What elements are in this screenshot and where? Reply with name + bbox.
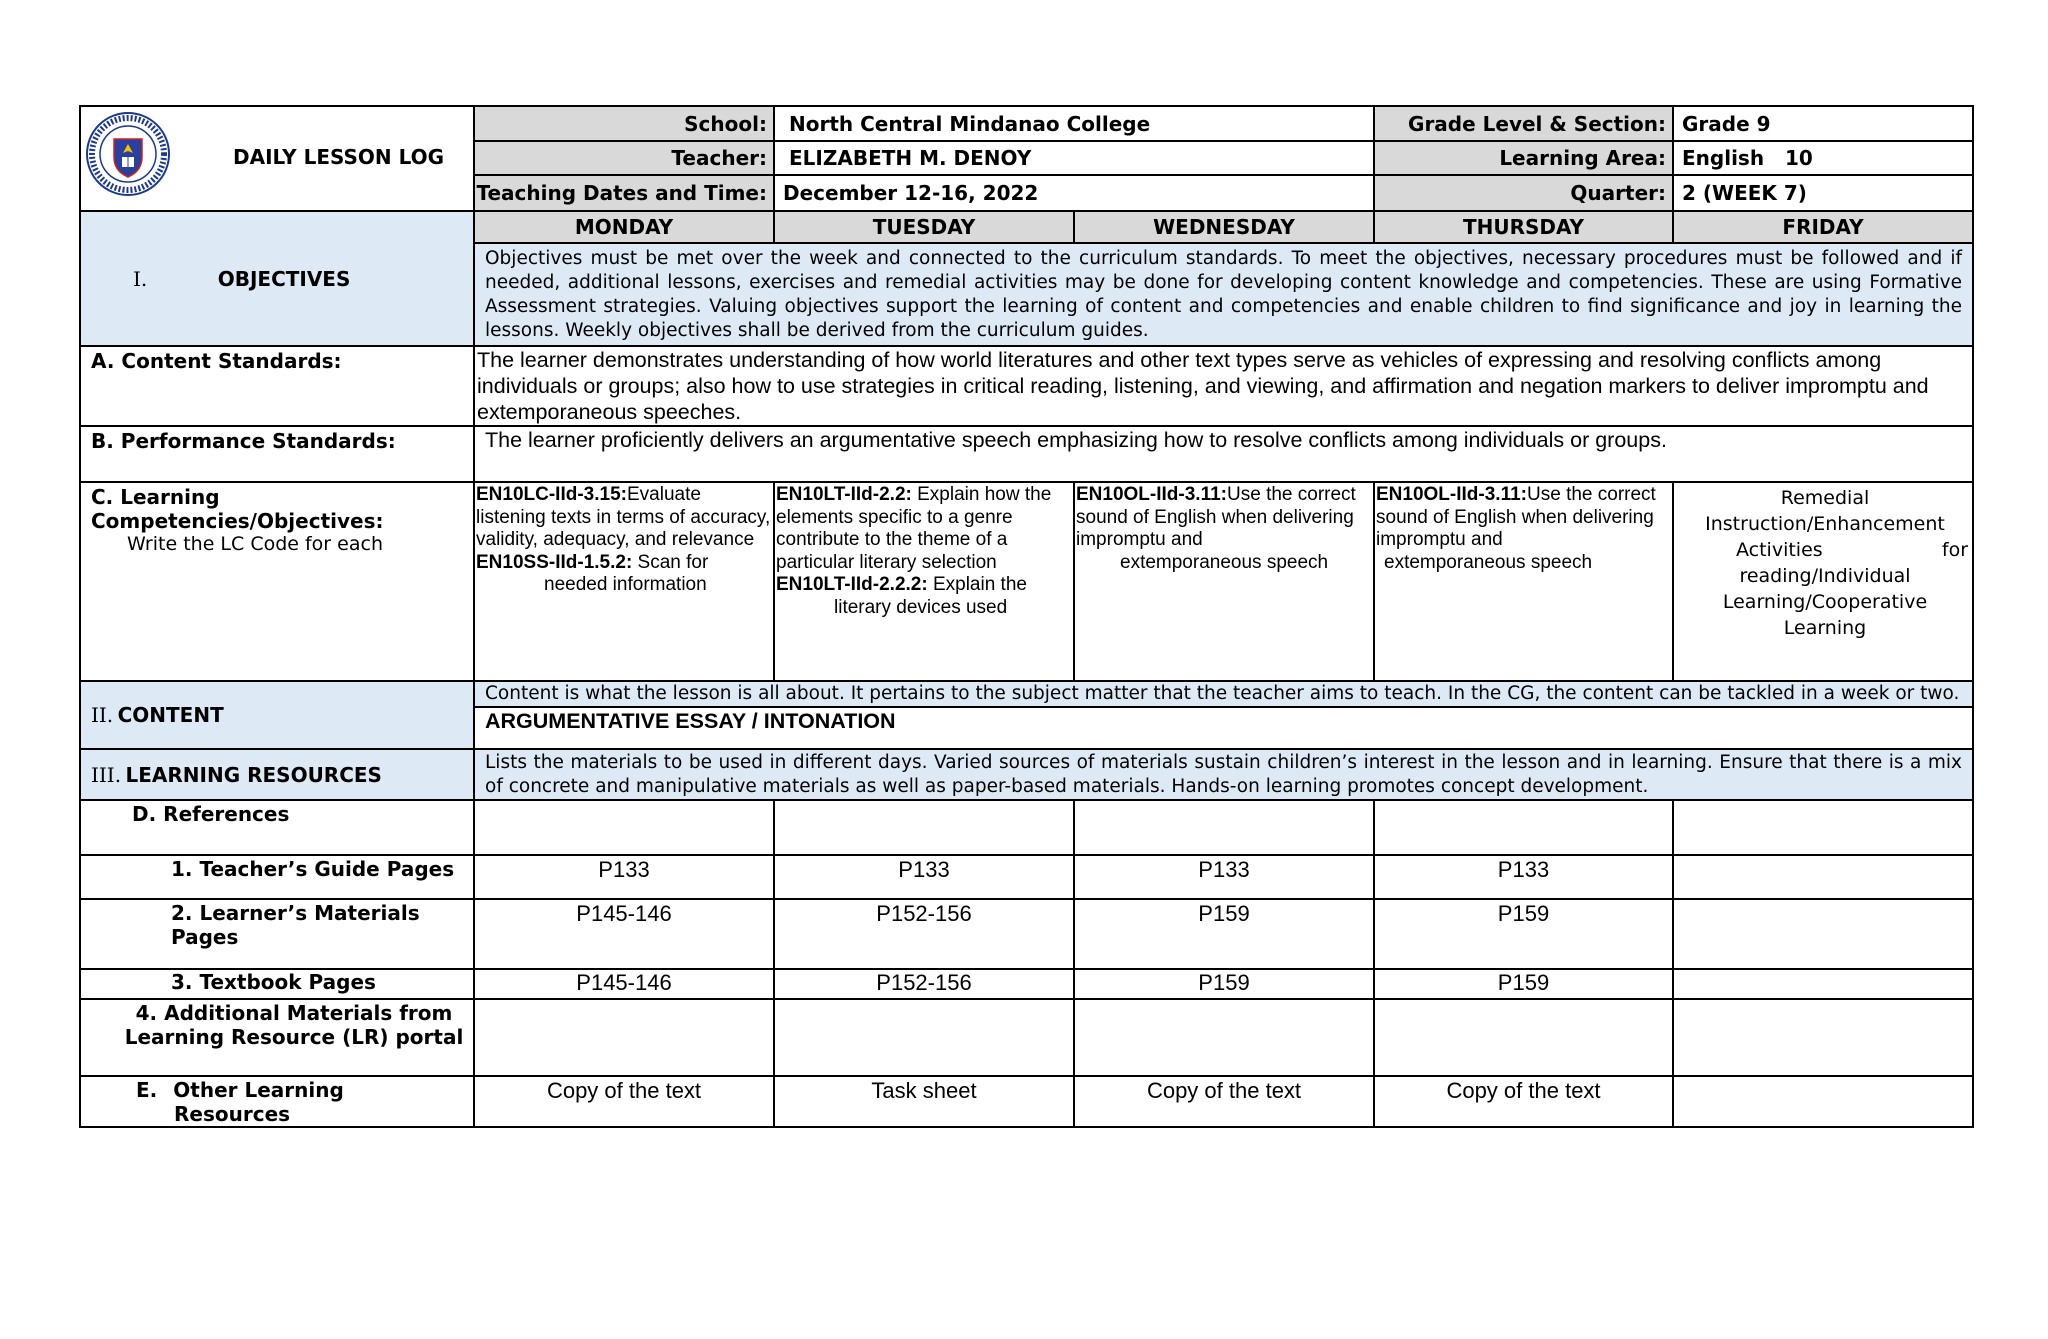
additional-materials-monday — [474, 999, 774, 1076]
competencies-label-line1: C. Learning — [91, 485, 220, 509]
teachers-guide-tuesday: P133 — [774, 855, 1074, 899]
deped-seal-icon — [85, 111, 171, 197]
competency-friday-line3a: Activities — [1736, 539, 1823, 561]
other-resources-label-line2: Resources — [174, 1102, 291, 1126]
competency-wednesday-code1: EN10OL-IId-3.11: — [1076, 484, 1227, 505]
teachers-guide-friday — [1673, 855, 1973, 899]
textbook-monday: P145-146 — [474, 969, 774, 999]
learners-materials-tuesday: P152-156 — [774, 899, 1074, 969]
competencies-instruction: Write the LC Code for each — [127, 533, 383, 555]
grade-value: Grade 9 — [1673, 106, 1973, 141]
competency-tuesday-text2b: literary devices used — [834, 596, 1008, 618]
additional-materials-label-cell — [80, 999, 474, 1076]
teachers-guide-label: 1. Teacher’s Guide Pages — [80, 855, 474, 899]
competency-monday — [474, 482, 774, 681]
dates-label: Teaching Dates and Time: — [474, 175, 774, 211]
competency-thursday — [1374, 482, 1673, 681]
resources-note: Lists the materials to be used in different days. Varied sources of materials sustain children’s interest in the lesson and in learning. Ensure that there is a mix of concrete and manipulative materials as well as paper-based materials. Hands-on learning promotes concept development. — [474, 749, 1973, 800]
competency-tuesday-code1: EN10LT-IId-2.2: — [776, 484, 912, 505]
competency-tuesday-text2a: Explain the — [927, 574, 1027, 595]
content-standards-label: A. Content Standards: — [80, 346, 474, 426]
teacher-label: Teacher: — [474, 141, 774, 175]
competency-wednesday-text1: Use the correct sound of English when delivering impromptu and — [1076, 484, 1356, 550]
textbook-thursday: P159 — [1374, 969, 1673, 999]
learning-area-label: Learning Area: — [1374, 141, 1673, 175]
additional-materials-friday — [1673, 999, 1973, 1076]
learners-materials-friday — [1673, 899, 1973, 969]
competency-monday-text2b: needed information — [544, 574, 707, 595]
textbook-label: 3. Textbook Pages — [80, 969, 474, 999]
competency-tuesday-text1: Explain how the elements specific to a genre contribute to the theme of a particular literary selection — [776, 484, 1052, 573]
additional-materials-label-line2: Learning Resource (LR) portal — [124, 1025, 464, 1049]
competency-monday-text1: Evaluate listening texts in terms of accuracy, validity, adequacy, and relevance — [476, 484, 771, 550]
competency-friday-line3b: for — [1941, 539, 1968, 561]
competency-wednesday — [1074, 482, 1374, 681]
competency-monday-code2: EN10SS-IId-1.5.2: — [476, 551, 633, 573]
competency-tuesday — [774, 482, 1074, 681]
textbook-wednesday: P159 — [1074, 969, 1374, 999]
textbook-friday — [1673, 969, 1973, 999]
day-thursday: THURSDAY — [1374, 211, 1673, 243]
competency-thursday-text1: Use the correct sound of English when delivering impromptu and — [1376, 484, 1656, 550]
additional-materials-wednesday — [1074, 999, 1374, 1076]
competency-thursday-code1: EN10OL-IId-3.11: — [1376, 484, 1527, 505]
objectives-roman: I. — [133, 266, 148, 291]
learners-materials-label: 2. Learner’s Materials Pages — [80, 899, 474, 969]
day-friday: FRIDAY — [1673, 211, 1973, 243]
learners-materials-thursday: P159 — [1374, 899, 1673, 969]
learning-area-value: English 10 — [1673, 141, 1973, 175]
competencies-label-line2: Competencies/Objectives: — [91, 509, 384, 533]
content-title: CONTENT — [117, 703, 224, 727]
content-note: Content is what the lesson is all about. It pertains to the subject matter that the teacher aims to teach. In the CG, the content can be tackled in a week or two. — [474, 681, 1973, 707]
other-resources-thursday: Copy of the text — [1374, 1076, 1673, 1127]
other-resources-monday: Copy of the text — [474, 1076, 774, 1127]
learners-materials-monday: P145-146 — [474, 899, 774, 969]
other-resources-label-cell — [80, 1076, 474, 1127]
other-resources-friday — [1673, 1076, 1973, 1127]
competency-wednesday-text2: extemporaneous speech — [1120, 551, 1329, 573]
school-value: North Central Mindanao College — [774, 106, 1374, 141]
teachers-guide-thursday: P133 — [1374, 855, 1673, 899]
resources-roman: III. — [91, 762, 122, 787]
competency-friday — [1673, 482, 1973, 681]
competency-monday-text2a: Scan for — [632, 551, 709, 573]
day-wednesday: WEDNESDAY — [1074, 211, 1374, 243]
other-resources-wednesday: Copy of the text — [1074, 1076, 1374, 1127]
quarter-value: 2 (WEEK 7) — [1673, 175, 1973, 211]
teacher-value: ELIZABETH M. DENOY — [774, 141, 1374, 175]
competency-friday-line1: Remedial — [1780, 487, 1870, 509]
other-resources-tuesday: Task sheet — [774, 1076, 1074, 1127]
competency-friday-line5: Learning/Cooperative Learning — [1722, 591, 1928, 639]
dates-value: December 12-16, 2022 — [774, 175, 1374, 211]
content-topic: ARGUMENTATIVE ESSAY / INTONATION — [474, 707, 1973, 749]
competency-friday-line3 — [1682, 537, 1968, 563]
competencies-label-cell — [80, 482, 474, 681]
teachers-guide-wednesday: P133 — [1074, 855, 1374, 899]
objectives-heading-cell — [80, 211, 474, 346]
competency-monday-code1: EN10LC-IId-3.15: — [476, 484, 627, 505]
competency-tuesday-code2: EN10LT-IId-2.2.2: — [776, 574, 928, 595]
quarter-label: Quarter: — [1374, 175, 1673, 211]
additional-materials-label-line1: 4. Additional Materials from — [135, 1001, 453, 1025]
resources-title: LEARNING RESOURCES — [125, 762, 382, 787]
teachers-guide-monday: P133 — [474, 855, 774, 899]
learners-materials-wednesday: P159 — [1074, 899, 1374, 969]
references-tuesday — [774, 800, 1074, 855]
other-resources-label-line1: Other Learning — [173, 1078, 344, 1102]
resources-heading-cell — [80, 749, 474, 800]
references-label: D. References — [80, 800, 474, 855]
grade-label: Grade Level & Section: — [1374, 106, 1673, 141]
additional-materials-thursday — [1374, 999, 1673, 1076]
objectives-title: OBJECTIVES — [217, 266, 351, 291]
daily-lesson-log-table — [79, 105, 1974, 1128]
references-thursday — [1374, 800, 1673, 855]
competency-friday-line2: Instruction/Enhancement — [1705, 513, 1945, 535]
performance-standards-text: The learner proficiently delivers an argumentative speech emphasizing how to resolve conflicts among individuals or groups. — [474, 426, 1973, 482]
references-monday — [474, 800, 774, 855]
title-cell — [80, 106, 474, 211]
textbook-tuesday: P152-156 — [774, 969, 1074, 999]
performance-standards-label: B. Performance Standards: — [80, 426, 474, 482]
content-roman: II. — [91, 703, 114, 727]
additional-materials-tuesday — [774, 999, 1074, 1076]
content-heading-cell — [80, 681, 474, 749]
competency-thursday-text2: extemporaneous speech — [1384, 551, 1593, 573]
objectives-note: Objectives must be met over the week and connected to the curriculum standards. To meet the objectives, necessary procedures must be followed and if needed, additional lessons, exercises and remedial activities may be done for developing content knowledge and competencies. These are using Formative Assessment strategies. Valuing objectives support the learning of content and competencies and enable children to find significance and joy in learning the lessons. Weekly objectives shall be derived from the curriculum guides. — [474, 243, 1973, 346]
other-resources-letter: E. — [136, 1078, 158, 1102]
document-title: DAILY LESSON LOG — [233, 145, 445, 169]
day-monday: MONDAY — [474, 211, 774, 243]
content-standards-text: The learner demonstrates understanding of how world literatures and other text types serve as vehicles of expressing and resolving conflicts among individuals or groups; also how to use strategies in critical reading, listening, and viewing, and affirmation and negation markers to deliver impromptu and extemporaneous speeches. — [474, 346, 1973, 426]
competency-friday-line4: reading/Individual — [1739, 565, 1911, 587]
day-tuesday: TUESDAY — [774, 211, 1074, 243]
school-label: School: — [474, 106, 774, 141]
references-friday — [1673, 800, 1973, 855]
references-wednesday — [1074, 800, 1374, 855]
